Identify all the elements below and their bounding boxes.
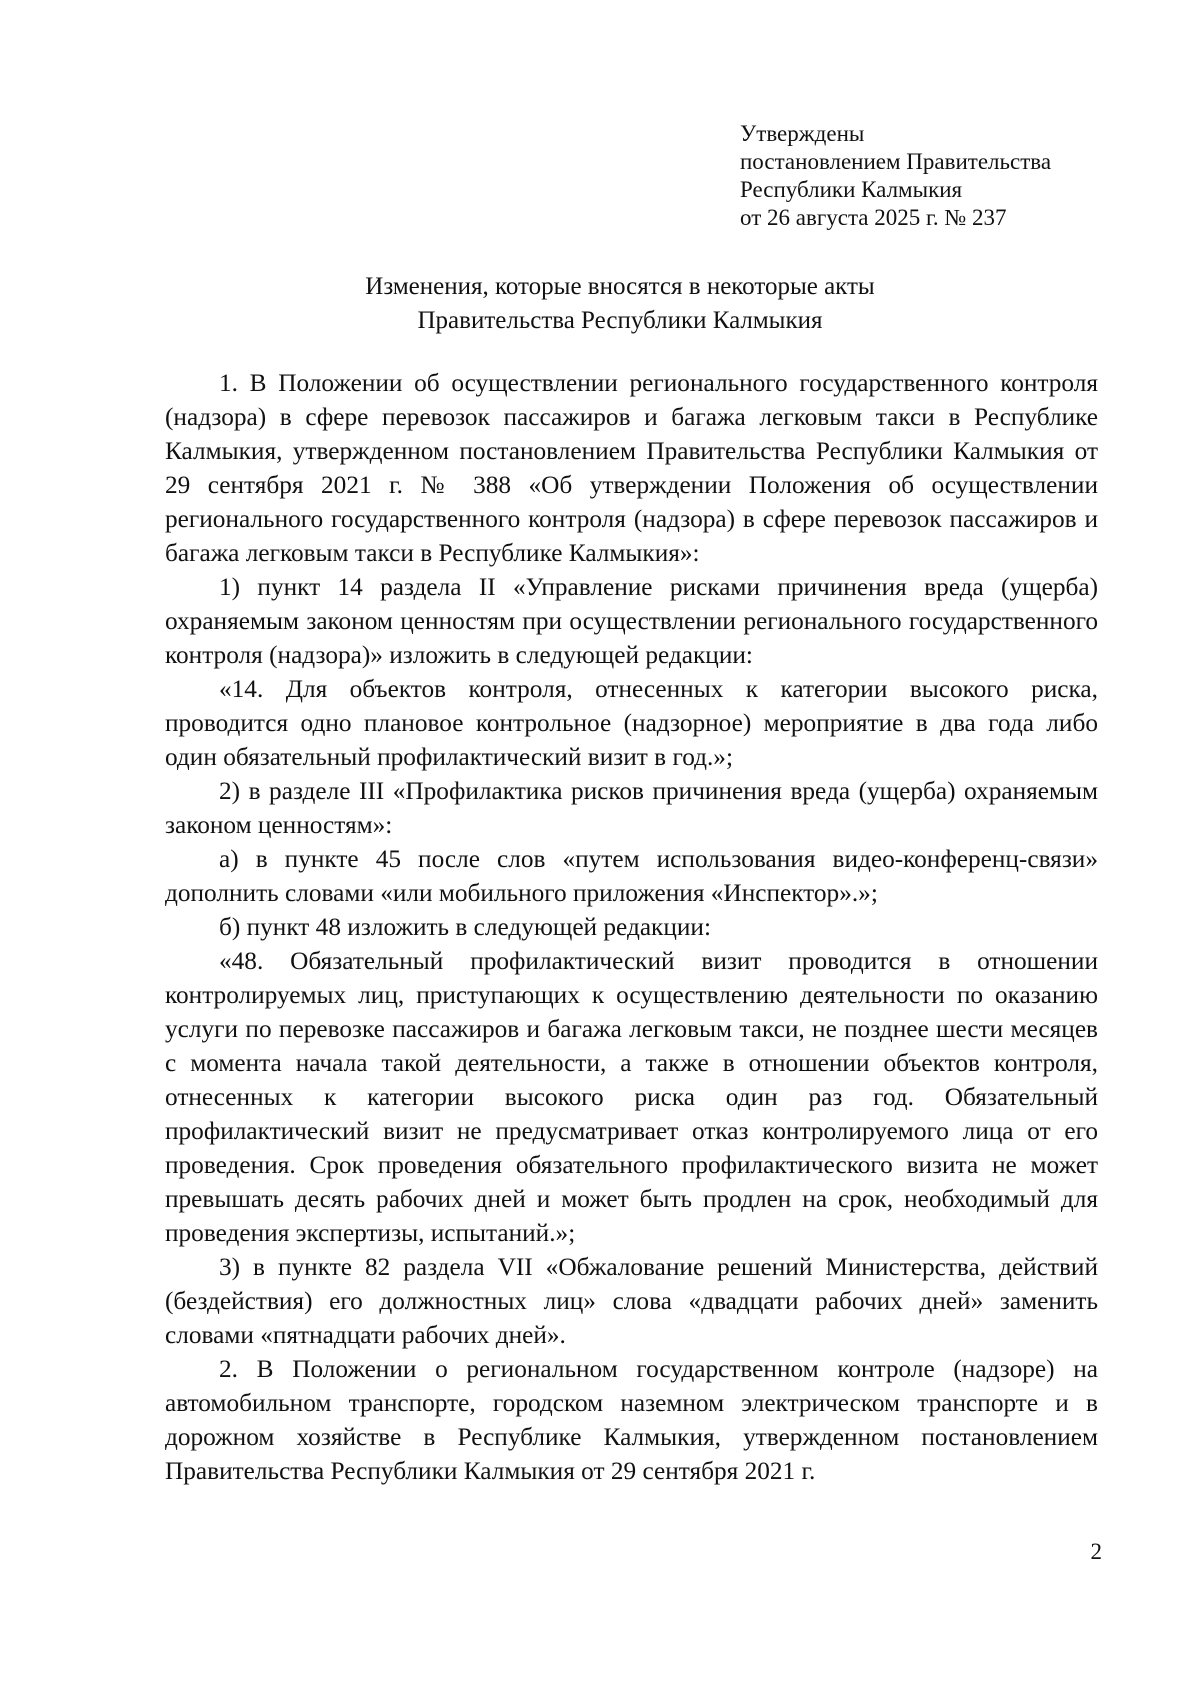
approval-line: постановлением Правительства — [740, 149, 1052, 174]
title-line: Изменения, которые вносятся в некоторые акты — [365, 273, 875, 300]
title-line: Правительства Республики Калмыкия — [417, 307, 823, 334]
paragraph-subitem-2b: б) пункт 48 изложить в следующей редакции: — [219, 913, 711, 941]
paragraph-quote-48: «48. Обязательный профилактический визит проводится в отношении контролируемых лиц, приступающих к осуществлению деятельности по оказанию услуги по перевозке пассажиров и багажа легковым такси, не позднее шести месяцев с момента начала такой деятельности, а также в отношении объектов контроля, отнесенных к категории высокого риска один раз год. Обязательный профилактический визит не предусматривает отказ контролируемого лица от его проведения. Срок проведения обязательного профилактического визита не может превышать десять рабочих дней и может быть продлен на срок, необходимый для проведения экспертизы, испытаний.»; — [165, 947, 1098, 1247]
approval-date-line: от 26 августа 2025 г. № 237 — [740, 205, 1007, 230]
paragraph-item-2: 2. В Положении о региональном государственном контроле (надзоре) на автомобильном транспорте, городском наземном электрическом транспорте и в дорожном хозяйстве в Республике Калмыкия, утвержденном постановлением Правительства Республики Калмыкия от 29 сентября 2021 г. — [165, 1355, 1098, 1485]
paragraph-subitem-2: 2) в разделе III «Профилактика рисков причинения вреда (ущерба) охраняемым законом ценностям»: — [165, 777, 1098, 839]
document-body — [165, 366, 1098, 1488]
approval-stamp — [740, 120, 1051, 232]
approval-line: Утверждены — [740, 121, 865, 146]
paragraph-subitem-1: 1) пункт 14 раздела II «Управление рисками причинения вреда (ущерба) охраняемым законом ценностям при осуществлении регионального государственного контроля (надзора)» изложить в следующей редакции: — [165, 573, 1098, 669]
paragraph-subitem-3: 3) в пункте 82 раздела VII «Обжалование решений Министерства, действий (бездействия) его должностных лиц» слова «двадцати рабочих дней» заменить словами «пятнадцати рабочих дней». — [165, 1253, 1098, 1349]
approval-line: Республики Калмыкия — [740, 177, 963, 202]
page-number: 2 — [1090, 1539, 1102, 1564]
paragraph-subitem-2a: а) в пункте 45 после слов «путем использования видео-конференц-связи» дополнить словами «или мобильного приложения «Инспектор».»; — [165, 845, 1098, 907]
document-title — [160, 270, 1080, 338]
paragraph-item-1: 1. В Положении об осуществлении регионального государственного контроля (надзора) в сфере перевозок пассажиров и багажа легковым такси в Республике Калмыкия, утвержденном постановлением Правительства Республики Калмыкия от 29 сентября 2021 г. № 388 «Об утверждении Положения об осуществлении регионального государственного контроля (надзора) в сфере перевозок пассажиров и багажа легковым такси в Республике Калмыкия»: — [165, 369, 1098, 567]
paragraph-quote-14: «14. Для объектов контроля, отнесенных к категории высокого риска, проводится одно плановое контрольное (надзорное) мероприятие в два года либо один обязательный профилактический визит в год.»; — [165, 675, 1098, 771]
